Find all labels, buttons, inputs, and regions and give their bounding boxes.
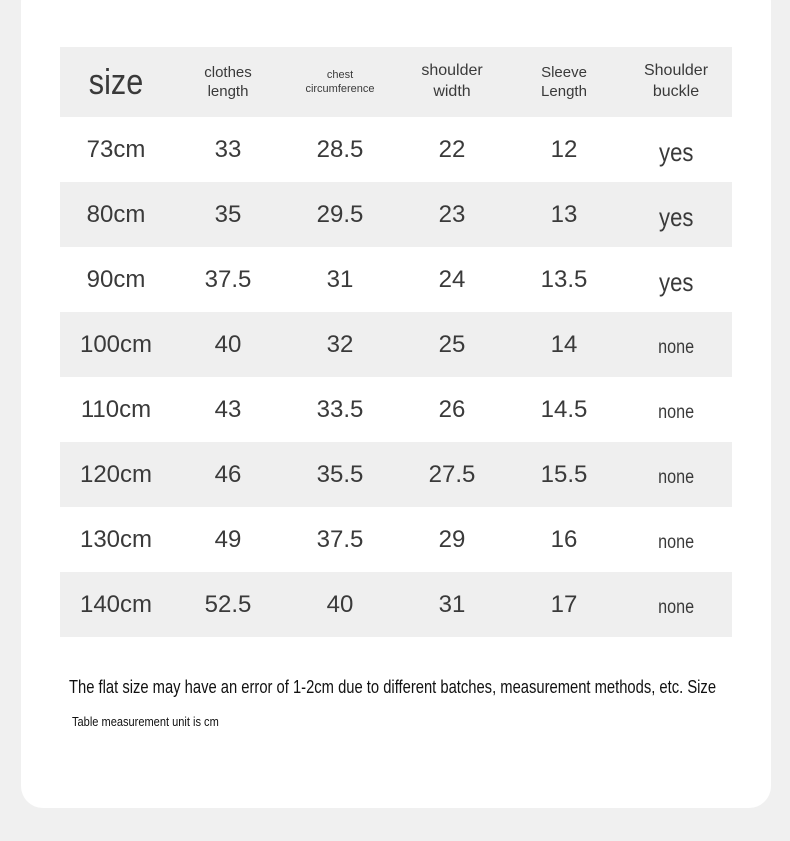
- header-size: [60, 47, 172, 117]
- cell-shoulder-width: 27.5: [428, 460, 476, 488]
- cell-size: 80cm: [86, 200, 146, 228]
- header-chest-line2: circumference: [305, 83, 375, 95]
- cell-shoulder-buckle: [620, 507, 732, 572]
- cell-size: 90cm: [86, 265, 146, 293]
- cell-clothes-length: 49: [214, 525, 242, 553]
- table-row: [60, 377, 732, 442]
- header-sleeve-length-line1: Sleeve: [541, 63, 587, 81]
- cell-chest: 31: [326, 265, 354, 293]
- cell-sleeve-length: 14: [550, 330, 578, 358]
- cell-shoulder-width: 22: [438, 135, 466, 163]
- cell-sleeve-length: 15.5: [540, 460, 588, 488]
- cell-shoulder-width: 31: [438, 590, 466, 618]
- cell-chest: 40: [326, 590, 354, 618]
- buckle-value: yes: [658, 202, 694, 232]
- cell-size: 73cm: [86, 135, 146, 163]
- table-row: [60, 117, 732, 182]
- size-chart-table: [60, 47, 732, 637]
- cell-clothes-length: 35: [214, 200, 242, 228]
- measurement-note: The flat size may have an error of 1-2cm due to different batches, measurement methods, etc. Size: [69, 677, 717, 697]
- cell-shoulder-width: 26: [438, 395, 466, 423]
- header-shoulder-buckle-line1: Shoulder: [643, 62, 709, 80]
- cell-sleeve-length: 13.5: [540, 265, 588, 293]
- cell-shoulder-buckle: [620, 182, 732, 247]
- cell-shoulder-buckle: [620, 247, 732, 312]
- cell-clothes-length: 33: [214, 135, 242, 163]
- table-header-row: [60, 47, 732, 117]
- header-size-label: size: [88, 60, 144, 102]
- cell-chest: 35.5: [316, 460, 364, 488]
- cell-sleeve-length: 14.5: [540, 395, 588, 423]
- cell-chest: 32: [326, 330, 354, 358]
- buckle-value: none: [658, 467, 694, 488]
- cell-clothes-length: 37.5: [204, 265, 252, 293]
- header-sleeve-length: [508, 47, 620, 117]
- buckle-value: none: [658, 597, 694, 618]
- buckle-value: yes: [658, 267, 694, 297]
- cell-size: 100cm: [79, 330, 153, 358]
- cell-chest: 29.5: [316, 200, 364, 228]
- header-clothes-length-line2: length: [207, 83, 249, 100]
- cell-sleeve-length: 13: [550, 200, 578, 228]
- cell-sleeve-length: 17: [550, 590, 578, 618]
- header-chest-circumference: [284, 47, 396, 117]
- cell-shoulder-buckle: [620, 117, 732, 182]
- cell-chest: 37.5: [316, 525, 364, 553]
- buckle-value: none: [658, 402, 694, 423]
- header-sleeve-length-line2: Length: [541, 83, 587, 100]
- cell-shoulder-buckle: [620, 442, 732, 507]
- table-row: [60, 572, 732, 637]
- cell-sleeve-length: 12: [550, 135, 578, 163]
- cell-shoulder-width: 23: [438, 200, 466, 228]
- cell-chest: 28.5: [316, 135, 364, 163]
- cell-shoulder-width: 25: [438, 330, 466, 358]
- cell-shoulder-width: 29: [438, 525, 466, 553]
- header-shoulder-width-line2: width: [433, 83, 471, 100]
- table-row: [60, 442, 732, 507]
- header-chest-line1: chest: [326, 68, 354, 81]
- buckle-value: none: [658, 532, 694, 553]
- cell-clothes-length: 52.5: [204, 590, 252, 618]
- cell-size: 140cm: [79, 590, 153, 618]
- header-clothes-length-line1: clothes: [204, 63, 252, 81]
- cell-shoulder-buckle: [620, 312, 732, 377]
- cell-size: 110cm: [80, 395, 152, 423]
- table-row: [60, 312, 732, 377]
- cell-clothes-length: 40: [214, 330, 242, 358]
- cell-shoulder-width: 24: [438, 265, 466, 293]
- cell-sleeve-length: 16: [550, 525, 578, 553]
- header-shoulder-width-line1: shoulder: [421, 62, 483, 80]
- header-shoulder-buckle-line2: buckle: [652, 83, 700, 100]
- cell-clothes-length: 46: [214, 460, 242, 488]
- cell-size: 130cm: [79, 525, 153, 553]
- cell-shoulder-buckle: [620, 572, 732, 637]
- header-clothes-length: [172, 47, 284, 117]
- cell-size: 120cm: [79, 460, 153, 488]
- buckle-value: yes: [658, 137, 694, 167]
- table-row: [60, 182, 732, 247]
- table-row: [60, 247, 732, 312]
- table-row: [60, 507, 732, 572]
- buckle-value: none: [658, 337, 694, 358]
- measurement-unit-note: Table measurement unit is cm: [72, 714, 219, 729]
- cell-clothes-length: 43: [214, 395, 242, 423]
- header-shoulder-buckle: [620, 47, 732, 117]
- header-shoulder-width: [396, 47, 508, 117]
- cell-shoulder-buckle: [620, 377, 732, 442]
- cell-chest: 33.5: [316, 395, 364, 423]
